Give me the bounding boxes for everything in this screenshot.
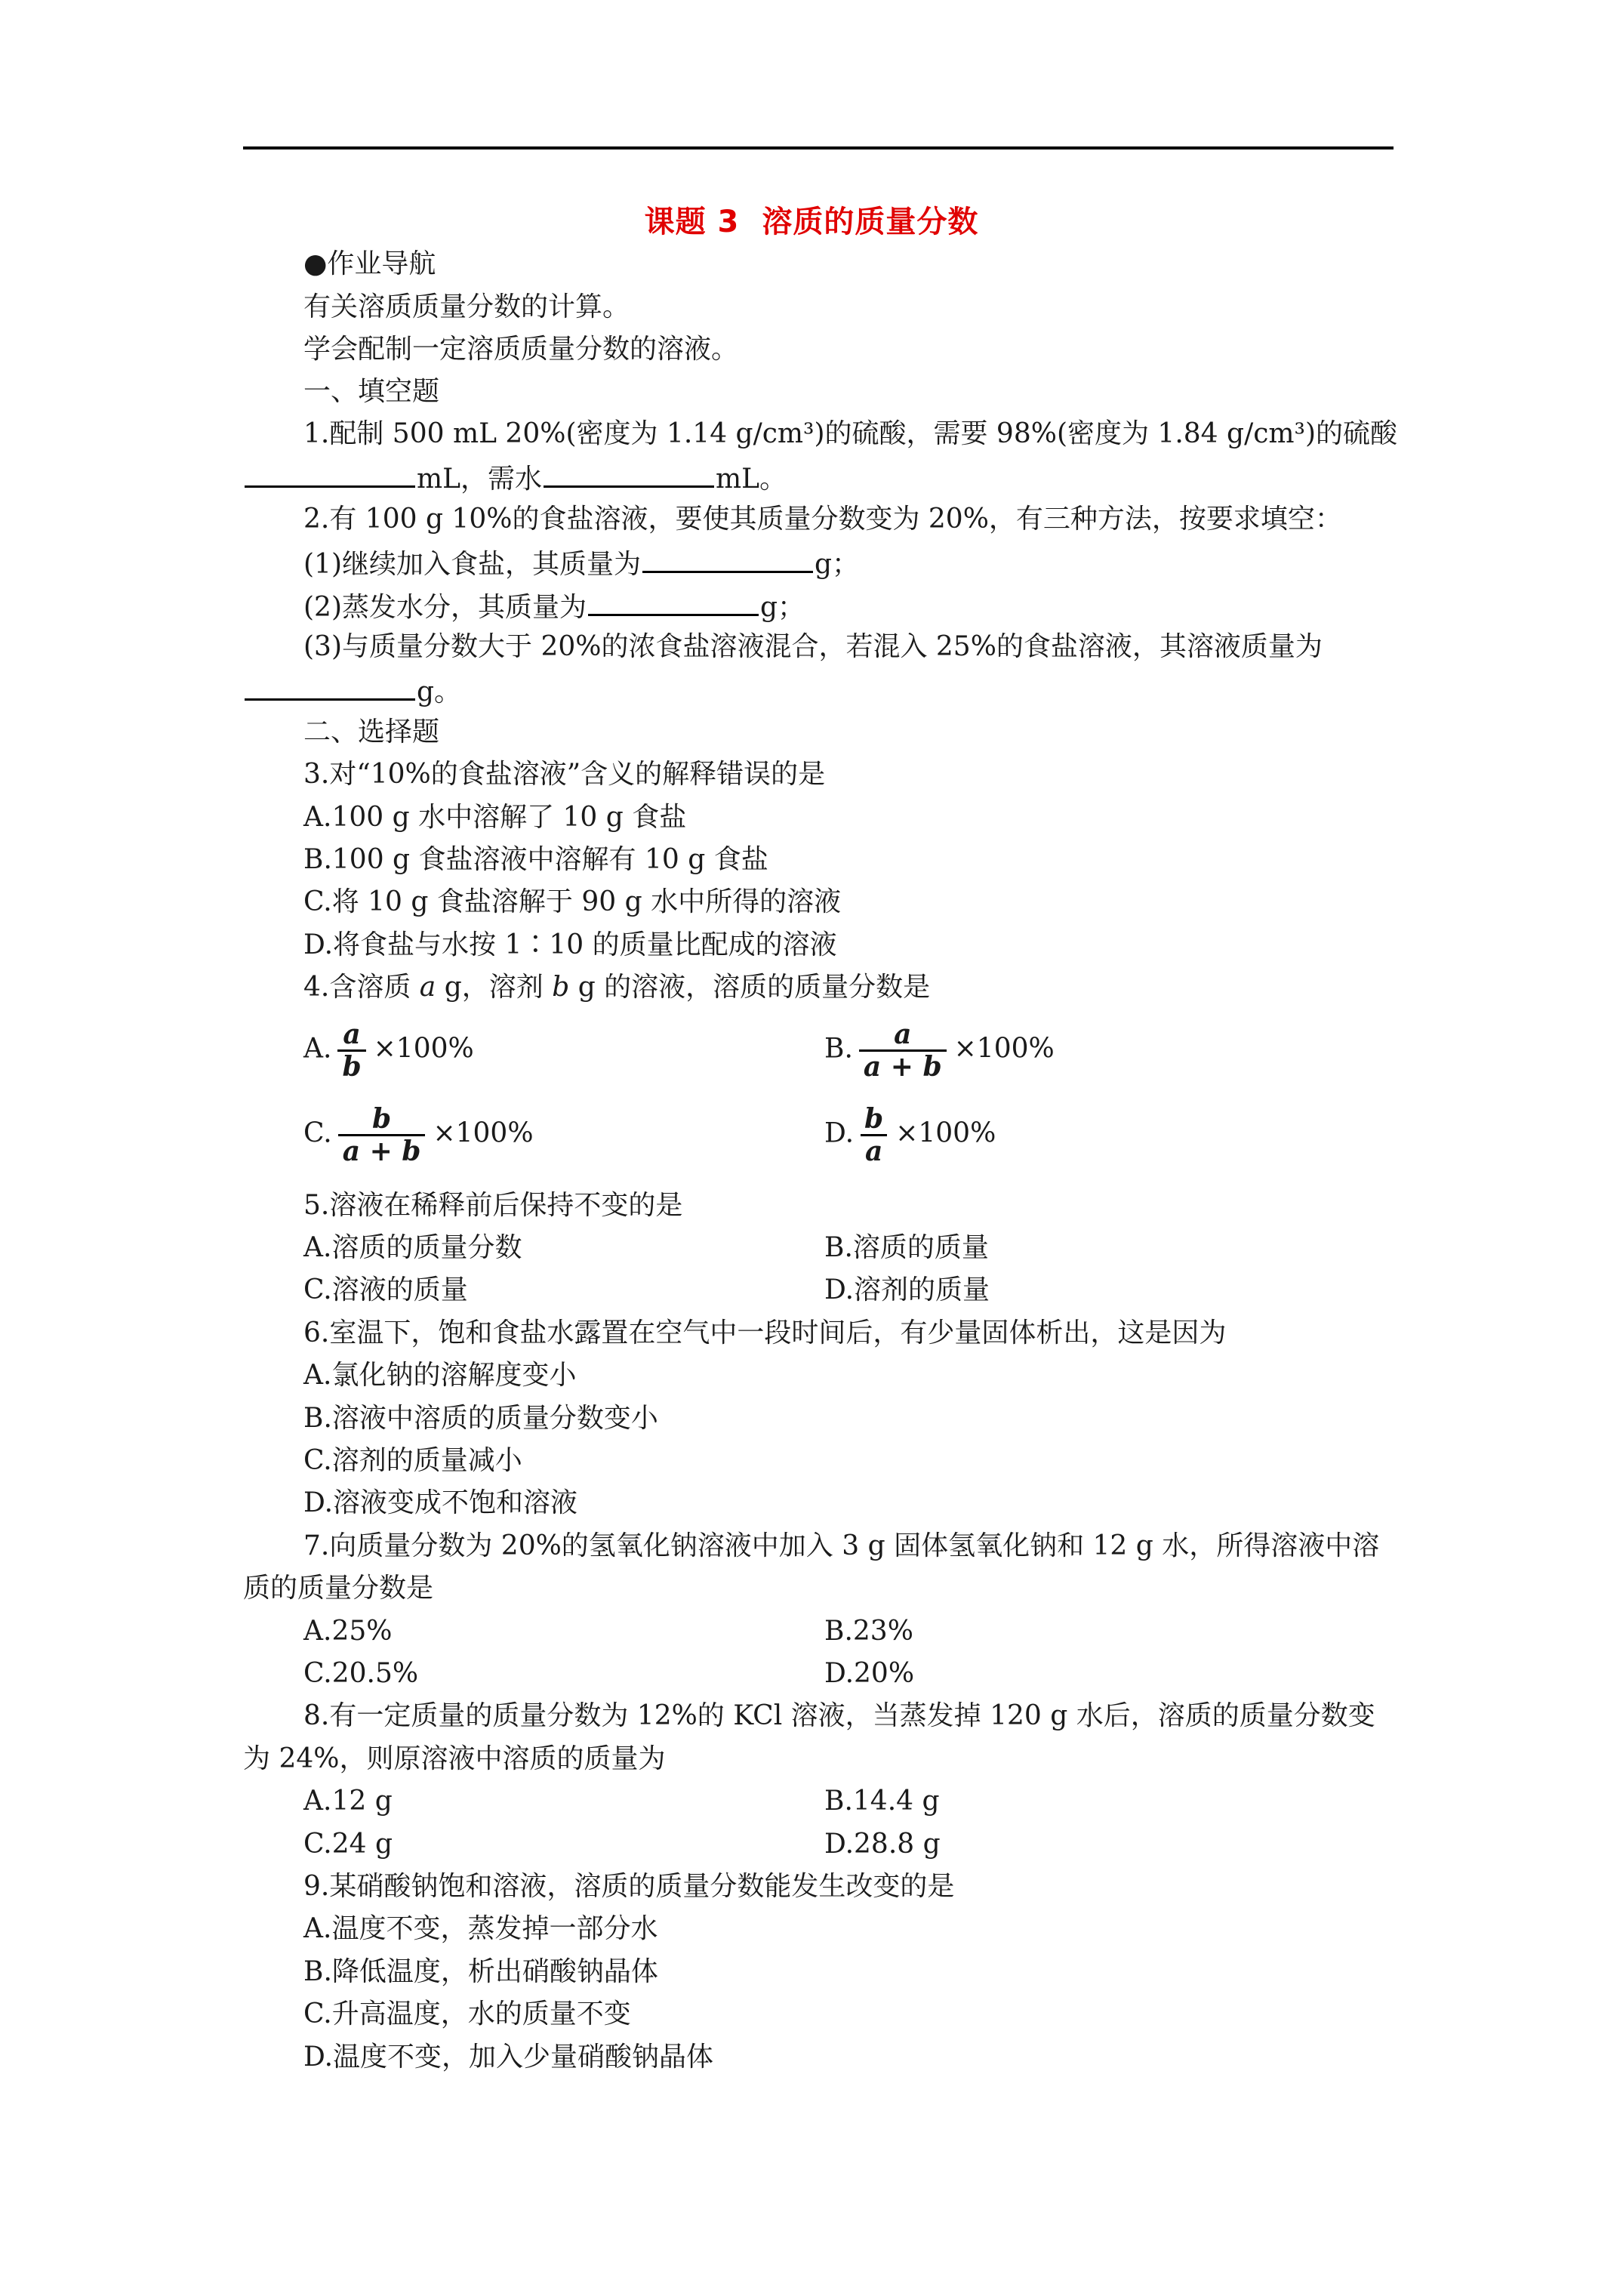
q5-option-a[interactable]: A.溶质的质量分数 — [303, 1232, 522, 1263]
q4-option-b-pct: ×100% — [953, 1033, 1055, 1065]
q8-option-b[interactable]: B.14.4 g — [824, 1786, 940, 1817]
nav-heading: ●作业导航 — [303, 248, 436, 279]
q4-text — [303, 971, 930, 1004]
q9-text: 9.某硝酸钠饱和溶液，溶质的质量分数能发生改变的是 — [303, 1871, 955, 1902]
q3-option-d[interactable]: D.将食盐与水按 1∶10 的质量比配成的溶液 — [303, 929, 837, 960]
q4-fraction-a-num: a — [343, 1019, 361, 1050]
q4-option-a-pct: ×100% — [373, 1033, 474, 1065]
q7-option-d[interactable]: D.20% — [824, 1658, 915, 1689]
q7-option-a[interactable]: A.25% — [303, 1616, 393, 1647]
q4-option-d-label: D. — [824, 1117, 855, 1149]
q9-option-d[interactable]: D.温度不变，加入少量硝酸钠晶体 — [303, 2042, 714, 2073]
q4-option-c[interactable] — [303, 1104, 534, 1166]
q4-fraction-c — [338, 1104, 426, 1166]
q4-text-mid: g，溶剂 — [436, 972, 553, 1003]
q3-option-b[interactable]: B.100 g 食盐溶液中溶解有 10 g 食盐 — [303, 844, 768, 875]
q4-option-c-label: C. — [303, 1117, 332, 1149]
q7-option-b[interactable]: B.23% — [824, 1616, 913, 1647]
title-text: 溶质的质量分数 — [762, 205, 979, 239]
q4-fraction-d-num: b — [864, 1103, 884, 1135]
q6-option-d[interactable]: D.溶液变成不饱和溶液 — [303, 1487, 578, 1518]
q6-text: 6.室温下，饱和食盐水露置在空气中一段时间后，有少量固体析出，这是因为 — [303, 1318, 1227, 1348]
q9-option-c[interactable]: C.升高温度，水的质量不变 — [303, 1999, 631, 2029]
q8-text: 8.有一定质量的质量分数为 12%的 KCl 溶液，当蒸发掉 120 g 水后，溶质的质量分数变 — [303, 1700, 1375, 1731]
q1-text: 1.配制 500 mL 20%(密度为 1.14 g/cm³)的硫酸，需要 98%(密度为 1.84 g/cm³)的硫酸 — [303, 418, 1397, 449]
q1-answer-line — [243, 460, 787, 496]
q2-blank-1[interactable] — [642, 545, 813, 573]
q4-fraction-b-num: a — [894, 1019, 912, 1050]
q6-option-a[interactable]: A.氯化钠的溶解度变小 — [303, 1360, 577, 1391]
q2-part-2 — [303, 588, 805, 624]
q2-blank-2[interactable] — [588, 588, 759, 616]
title-number: 课题 3 — [644, 205, 740, 239]
q6-option-b[interactable]: B.溶液中溶质的质量分数变小 — [303, 1403, 658, 1434]
q2-part-1 — [303, 545, 859, 581]
q5-option-d[interactable]: D.溶剂的质量 — [824, 1274, 990, 1305]
q4-text-end: g 的溶液，溶质的质量分数是 — [569, 972, 931, 1003]
q4-fraction-a-den: b — [337, 1049, 365, 1082]
section-fill-in: 一、填空题 — [303, 376, 440, 407]
q2-part-2-label: (2)蒸发水分，其质量为 — [303, 592, 587, 623]
q4-option-b[interactable] — [824, 1019, 1055, 1082]
nav-goal-2: 学会配制一定溶质质量分数的溶液。 — [303, 334, 739, 365]
q6-option-c[interactable]: C.溶剂的质量减小 — [303, 1445, 522, 1476]
q2-part-3-unit: g。 — [417, 676, 462, 707]
q4-option-d-pct: ×100% — [895, 1117, 996, 1149]
q4-fraction-c-den: a + b — [338, 1134, 426, 1166]
q4-fraction-b-den: a + b — [859, 1049, 947, 1082]
q3-text: 3.对“10%的食盐溶液”含义的解释错误的是 — [303, 759, 826, 790]
q5-text: 5.溶液在稀释前后保持不变的是 — [303, 1190, 683, 1221]
q2-part-3: (3)与质量分数大于 20%的浓食盐溶液混合，若混入 25%的食盐溶液，其溶液质量为 — [303, 631, 1323, 662]
q8-option-d[interactable]: D.28.8 g — [824, 1829, 941, 1860]
q8-text-cont: 为 24%，则原溶液中溶质的质量为 — [243, 1743, 666, 1774]
q7-option-c[interactable]: C.20.5% — [303, 1658, 419, 1689]
q9-option-a[interactable]: A.温度不变，蒸发掉一部分水 — [303, 1913, 658, 1944]
nav-goal-1: 有关溶质质量分数的计算。 — [303, 291, 630, 322]
q4-var-a: a — [419, 972, 436, 1003]
q2-blank-3[interactable] — [245, 673, 415, 701]
q5-option-b[interactable]: B.溶质的质量 — [824, 1232, 989, 1263]
q4-fraction-a — [337, 1019, 365, 1082]
q1-unit-1: mL，需水 — [417, 464, 543, 495]
q1-unit-2: mL。 — [716, 464, 787, 495]
q1-blank-1[interactable] — [245, 460, 415, 488]
q2-part-1-label: (1)继续加入食盐，其质量为 — [303, 549, 641, 580]
page-title — [0, 198, 1623, 241]
q8-option-a[interactable]: A.12 g — [303, 1786, 393, 1817]
q5-option-c[interactable]: C.溶液的质量 — [303, 1274, 468, 1305]
q4-option-a-label: A. — [303, 1033, 332, 1065]
q2-text: 2.有 100 g 10%的食盐溶液，要使其质量分数变为 20%，有三种方法，按要求填空： — [303, 504, 1342, 535]
q4-fraction-d — [860, 1104, 888, 1166]
q4-option-d[interactable] — [824, 1104, 996, 1166]
q3-option-a[interactable]: A.100 g 水中溶解了 10 g 食盐 — [303, 802, 687, 833]
q4-fraction-b — [859, 1019, 947, 1082]
q4-option-c-pct: ×100% — [433, 1117, 534, 1149]
q4-option-a[interactable] — [303, 1019, 474, 1082]
q4-fraction-d-den: a — [861, 1134, 887, 1166]
q8-option-c[interactable]: C.24 g — [303, 1829, 393, 1860]
q4-option-b-label: B. — [824, 1033, 853, 1065]
section-multiple-choice: 二、选择题 — [303, 717, 440, 747]
q4-text-pre: 4.含溶质 — [303, 972, 420, 1003]
q7-text-cont: 质的质量分数是 — [243, 1573, 434, 1604]
q2-part-2-unit: g； — [760, 592, 805, 623]
q2-part-3-answer — [243, 673, 461, 709]
q1-blank-2[interactable] — [544, 460, 714, 488]
q4-var-b: b — [552, 972, 570, 1003]
q2-part-1-unit: g； — [815, 549, 860, 580]
q3-option-c[interactable]: C.将 10 g 食盐溶解于 90 g 水中所得的溶液 — [303, 886, 842, 917]
q9-option-b[interactable]: B.降低温度，析出硝酸钠晶体 — [303, 1956, 658, 1987]
header-rule — [243, 146, 1394, 149]
q7-text: 7.向质量分数为 20%的氢氧化钠溶液中加入 3 g 固体氢氧化钠和 12 g 水，所得溶液中溶 — [303, 1530, 1380, 1561]
q4-fraction-c-num: b — [372, 1103, 392, 1135]
